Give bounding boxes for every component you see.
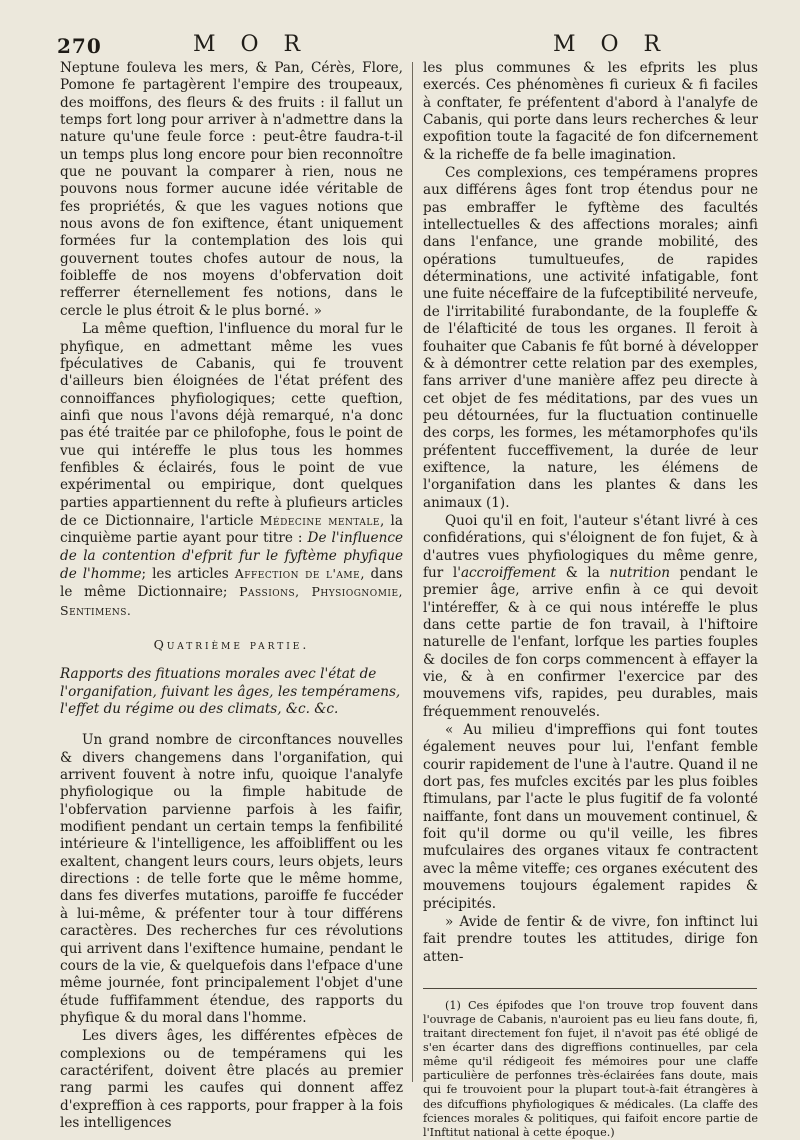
footnote-rule (423, 988, 757, 989)
left-p2-text-c: ; les articles (141, 565, 229, 582)
right-p3-italic-2: nutrition (609, 564, 670, 581)
right-paragraph-3 (423, 513, 758, 721)
column-divider (412, 62, 413, 1082)
left-p2-text-d: , dans le même Dictionnaire; (60, 565, 404, 601)
left-p2-italic-title: De l'influence de la contention d'efprit fur le fyftème phyfique de l'homme (60, 530, 403, 582)
footnote: (1) Ces épifodes que l'on trouve trop fouvent dans l'ouvrage de Cabanis, n'auroient pas eu lieu fans doute, fi, traitant directement fon fujet, il n'avoit pas été obligé de s'en écarter dans des digreffions continuelles, par cela même qu'il rédigeoit fes mémoires pour une claffe particulière de perfonnes très-éclairées fans doute, mais qui fe trouvoient pour la plupart tout-à-fait étrangères à des difcuffions phyfiologiques & médicales. (La claffe des fciences morales & politiques, qui faifoit encore partie de l'Inftitut national à cette époque.) (423, 998, 758, 1139)
running-head-left: M O R (193, 32, 310, 57)
right-p3-text-b: & la (556, 564, 610, 581)
right-p3-italic-1: accroiffement (460, 564, 557, 581)
right-p3-text-c: pendant le premier âge, arrive enfin à ce qui devoit l'intéreffer, & à ce qui nous intéreffe le plus dans cette partie de fon travail, à l'hiftoire naturelle de l'enfant, lorfque les parties fouples & dociles de fon corps commencent à effayer la vie, & à en confirmer l'exercice par des mouvemens vifs, rapides, peu durables, mais fréquemment renouvelés. (423, 564, 758, 720)
left-p2-text-a: La même queftion, l'influence du moral fur le phyfique, en admettant même les vues fpéculatives de Cabanis, qui fe trouvent d'ailleurs bien éloignées de l'état préfent des connoiffances phyfiologiques; cette queftion, ainfi que nous l'avons déjà remarqué, n'a donc pas été traitée par ce philofophe, fous le point de vue qui intéreffe le plus tous les hommes fenfibles & éclairés, fous le point de vue expérimental ou empirique, dont quelques parties appartiennent du refte à plufieurs articles de ce Dictionnaire, l'article (60, 321, 403, 529)
article-ref-affection: Affection de l'ame (234, 565, 361, 581)
running-head-right: M O R (553, 32, 670, 57)
left-paragraph-1: Neptune fouleva les mers, & Pan, Cérès, Flore, Pomone fe partagèrent l'empire des troupeaux, des moiffons, des fleurs & des fruits : il fallut un temps fort long pour arriver à n'admettre dans la nature qu'une feule force : peut-être faudra-t-il un temps plus long encore pour bien reconnoître que ne pouvant la comparer à rien, nous ne pouvons nous former aucune idée véritable de fes propriétés, & que les vagues notions que nous avons de fon exiftence, étant uniquement formées fur la contemplation des lois qui gouvernent toutes chofes autour de nous, la foibleffe de nos moyens d'obfervation doit refferrer éternellement fes notions, dans le cercle le plus étroit & le plus borné. » (60, 60, 403, 319)
right-paragraph-2: Ces complexions, ces tempéramens propres aux différens âges font trop étendus pour ne pas embraffer le fyftème des facultés intellectuelles & des affections morales; ainfi dans l'enfance, une grande mobilité, des opérations tumultueufes, de rapides déterminations, une activité infatigable, font une fuite néceffaire de la fufceptibilité nerveufe, de l'irritabilité furabondante, de la foupleffe & de l'élafticité de tous les organes. Il feroit à fouhaiter que Cabanis fe fût borné à développer & à démontrer cette relation par des exemples, fans arriver d'une manière affez peu directe à cet objet de fes méditations, par des vues un peu détournées, fur la fluctuation continuelle des corps, les formes, les métamorphofes qu'ils préfentent fucceffivement, la durée de leur exiftence, la nature, les élémens de l'organifation dans les plantes & dans les animaux (1). (423, 165, 758, 511)
left-paragraph-2 (60, 321, 403, 620)
section-heading: Quatrième partie. (153, 637, 310, 652)
section-rubric: Rapports des fituations morales avec l'état de l'organifation, fuivant les âges, les tempéramens, l'effet du régime ou des climats, &c. &c. (60, 666, 401, 718)
right-paragraph-4: « Au milieu d'impreffions qui font toutes également neuves pour lui, l'enfant femble courir rapidement de l'une à l'autre. Quand il ne dort pas, fes mufcles excités par les plus foibles ftimulans, par l'acte le plus fugitif de fa volonté naiffante, font dans un mouvement continuel, & foit qu'il dorme ou qu'il veille, les fibres mufculaires des organes vitaux fe contractent avec la même viteffe; ces organes exécutent des mouvemens toujours également rapides & précipités. (423, 722, 758, 912)
left-paragraph-4: Les divers âges, les différentes efpèces de complexions ou de tempéramens qui les caractérifent, doivent être placés au premier rang parmi les caufes qui donnent affez d'expreffion à ces rapports, pour frapper à la fois les intelligences (60, 1028, 403, 1131)
left-column (60, 60, 403, 1132)
left-p2-text-b: , la cinquième partie ayant pour titre : (60, 512, 403, 547)
page-number: 270 (57, 34, 102, 58)
article-ref-passions: Passions, Physiognomie, Sentimens. (60, 584, 404, 618)
left-paragraph-3: Un grand nombre de circonftances nouvelles & divers changemens dans l'organifation, qui arrivent fouvent à notre infu, quoique l'analyfe phyfiologique ou la fimple habitude de l'obfervation parvienne parfois à les faifir, modifient pendant un certain temps la fenfibilité intérieure & l'intelligence, les affoibliffent ou les exaltent, changent leurs cours, leurs objets, leurs directions : de telle forte que le même homme, dans fes diverfes mutations, paroiffe fe fuccéder à lui-même, & préfenter tour à tour différens caractères. Des recherches fur ces révolutions qui arrivent dans l'exiftence humaine, pendant le cours de la vie, & quelquefois dans l'efpace d'une même journée, font principalement l'objet d'une étude fuffifamment étendue, des rapports du phyfique & du moral dans l'homme. (60, 732, 403, 1026)
article-ref-medecine-mentale: Médecine mentale (259, 512, 380, 528)
right-p3-text-a: Quoi qu'il en foit, l'auteur s'étant livré à ces confidérations, qui s'éloignent de fon fujet, & à d'autres vues phyfiologiques du même genre, fur l' (423, 512, 758, 581)
right-paragraph-1: les plus communes & les efprits les plus exercés. Ces phénomènes fi curieux & fi faciles à conftater, fe préfentent d'abord à l'analyfe de Cabanis, qui porte dans leurs recherches & leur expofition toute la fagacité de fon difcernement & la richeffe de fa belle imagination. (423, 60, 758, 163)
right-paragraph-5: » Avide de fentir & de vivre, fon inftinct lui fait prendre toutes les attitudes, dirige fon atten- (423, 913, 758, 965)
right-column (423, 60, 758, 1140)
